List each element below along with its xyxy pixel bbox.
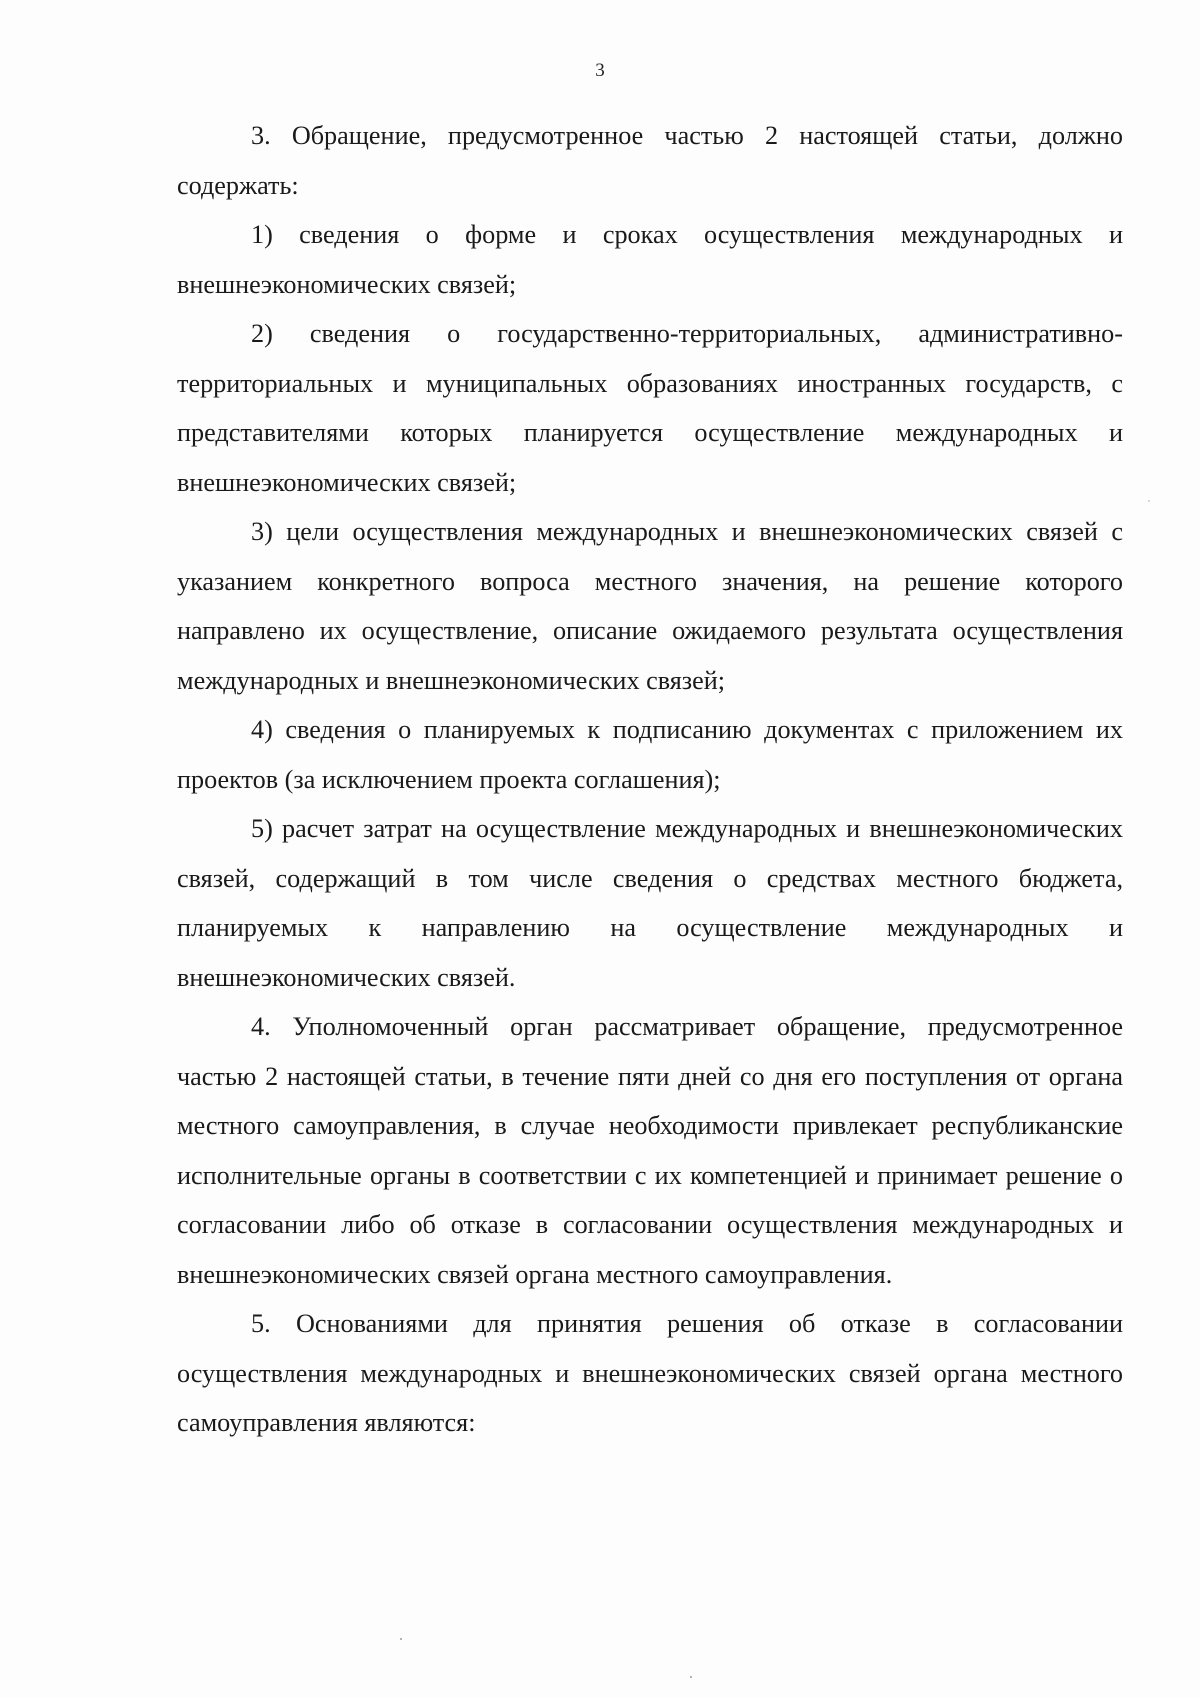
paragraph-item-1: 1) сведения о форме и сроках осуществления международных и внешнеэкономических связей; <box>177 220 1123 299</box>
paragraph-clause-4: 4. Уполномоченный орган рассматривает обращение, предусмотренное частью 2 настоящей статьи, в течение пяти дней со дня его поступления от органа местного самоуправления, в случае необходимости привлекает республиканские исполнительные органы в соответствии с их компетенцией и принимает решение о согласовании либо об отказе в согласовании осуществления международных и внешнеэкономических связей органа местного самоуправления. <box>177 1012 1123 1289</box>
paragraph-clause-5: 5. Основаниями для принятия решения об отказе в согласовании осуществления международных и внешнеэкономических связей органа местного самоуправления являются: <box>177 1309 1123 1437</box>
paragraph-item-5: 5) расчет затрат на осуществление международных и внешнеэкономических связей, содержащий в том числе сведения о средствах местного бюджета, планируемых к направлению на осуществление международных и внешнеэкономических связей. <box>177 814 1123 992</box>
document-body <box>177 111 1123 1448</box>
scan-speck <box>690 1676 692 1678</box>
page-number: 3 <box>595 60 605 81</box>
scan-speck <box>400 1638 402 1640</box>
paragraph-clause-3: 3. Обращение, предусмотренное частью 2 настоящей статьи, должно содержать: <box>177 121 1123 200</box>
paragraph-item-2: 2) сведения о государственно-территориальных, административно-территориальных и муниципальных образованиях иностранных государств, с представителями которых планируется осуществление международных и внешнеэкономических связей; <box>177 319 1123 497</box>
paragraph-item-4: 4) сведения о планируемых к подписанию документах с приложением их проектов (за исключением проекта соглашения); <box>177 715 1123 794</box>
paragraph-item-3: 3) цели осуществления международных и внешнеэкономических связей с указанием конкретного вопроса местного значения, на решение которого направлено их осуществление, описание ожидаемого результата осуществления международных и внешнеэкономических связей; <box>177 517 1123 695</box>
scan-speck <box>1148 500 1150 502</box>
